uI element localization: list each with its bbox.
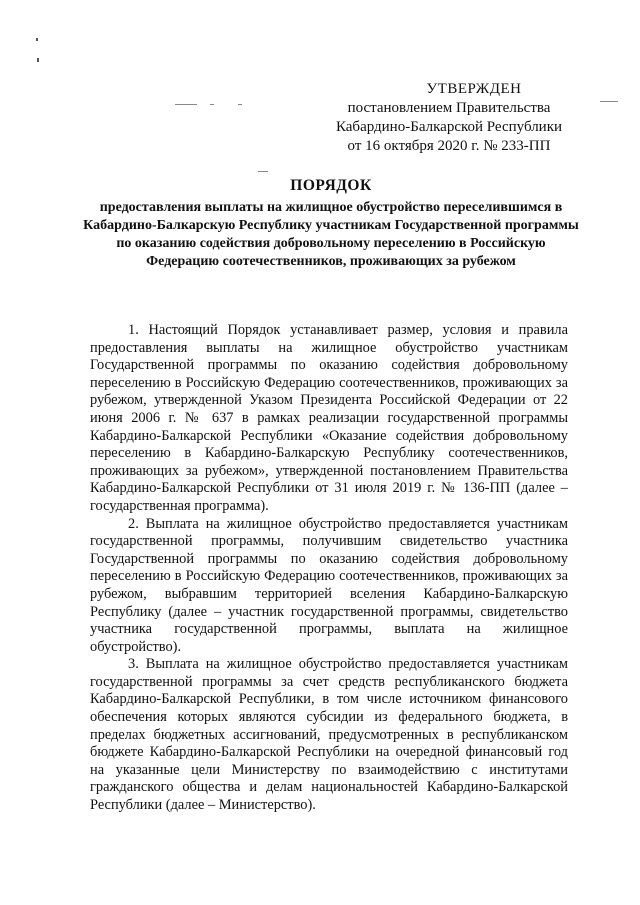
approval-line-2: Кабардино-Балкарской Республики: [335, 119, 563, 135]
document-title-block: [80, 176, 582, 271]
scan-mark: [210, 104, 214, 105]
scan-mark: [175, 104, 197, 105]
approval-line-1: постановлением Правительства: [347, 100, 551, 116]
scan-mark: [258, 171, 268, 172]
document-body: [90, 322, 568, 815]
scan-mark: [238, 104, 242, 105]
paragraph-1: 1. Настоящий Порядок устанавливает размер, условия и правила предоставления выплаты на жилищное обустройство участникам Государственной программы по оказанию содействия добровольному переселению в Российскую Федерацию соотечественников, проживающих за рубежом, утвержденной Указом Президента Российской Федерации от 22 июня 2006 г. № 637 в рамках реализации государственной программы Кабардино-Балкарской Республики «Оказание содействия добровольному переселению в Кабардино-Балкарскую Республику соотечественников, проживающих за рубежом», утвержденной постановлением Правительства Кабардино-Балкарской Республики от 31 июля 2019 г. № 136-ПП (далее – государственная программа).: [90, 322, 568, 514]
paragraph-2: 2. Выплата на жилищное обустройство предоставляется участникам государственной программы, получившим свидетельство участника Государственной программы по оказанию содействия добровольному переселению в Российскую Федерацию соотечественников, проживающих за рубежом, выбравшим территорией вселения Кабардино-Балкарскую Республику (далее – участник государственной программы, свидетельство участника государственной программы, выплата на жилищное обустройство).: [90, 515, 568, 655]
scan-mark: [36, 38, 38, 41]
document-subtitle: предоставления выплаты на жилищное обустройство переселившимся в Кабардино-Балкарскую Республику участникам Государственной программы по оказанию содействия добровольному переселению в Российскую Федерацию соотечественников, проживающих за рубежом: [83, 200, 579, 269]
approval-heading: УТВЕРЖДЕН: [426, 81, 522, 97]
approval-line-3: от 16 октября 2020 г. № 233-ПП: [347, 138, 551, 154]
approval-stamp: [300, 80, 568, 156]
paragraph-3: 3. Выплата на жилищное обустройство предоставляется участникам государственной программы за счет средств республиканского бюджета Кабардино-Балкарской Республики, в том числе источником финансового обеспечения которых являются субсидии из федерального бюджета, в пределах бюджетных ассигнований, предусмотренных в республиканском бюджете Кабардино-Балкарской Республики на очередной финансовый год на указанные цели Министерству по взаимодействию с институтами гражданского общества и делам национальностей Кабардино-Балкарской Республики (далее – Министерство).: [90, 656, 568, 814]
document-title: ПОРЯДОК: [290, 177, 372, 194]
scan-mark: [600, 101, 618, 102]
scan-mark: [37, 58, 39, 62]
